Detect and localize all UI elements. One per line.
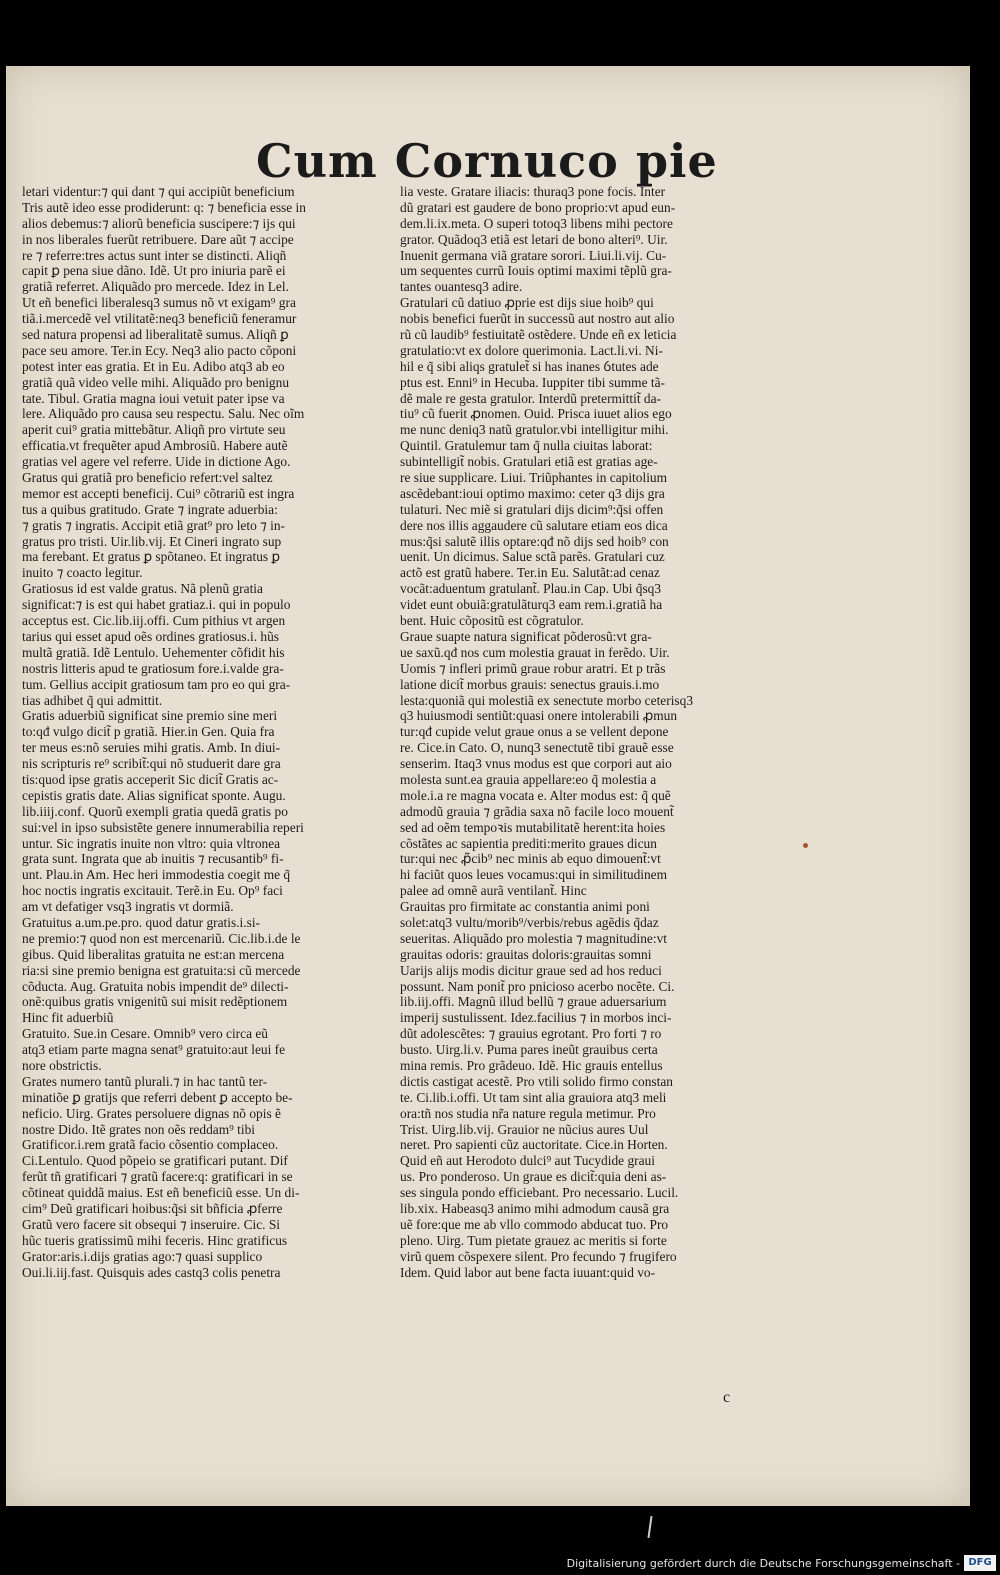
text-line: tur:qđ cupide velut graue onus a se vellent depone [400,724,669,740]
text-line: mole.i.a re magna vocata e. Alter modus est: q̃ quẽ [400,787,671,803]
text-line: us. Pro ponderoso. Un graue es dicit̃:quia deni as- [400,1169,667,1185]
text-line: dere nos illis aggaudere cũ salutare etiam eos dica [400,517,668,533]
text-line: Gratulari cũ datiuo ꝓprie est dijs siue hoib⁹ qui [400,295,654,311]
text-line: ma ferebant. Et gratus ꝑ spõtaneo. Et ingratus ꝑ [22,549,280,565]
text-line: tias adhibet q̃ qui admittit. [22,692,163,708]
text-line: bent. Huic cõpositũ est cõgratulor. [400,613,584,629]
text-line: re ⁊ referre:tres actus sunt inter se distincti. Aliqñ [22,247,287,263]
text-line: onẽ:quibus gratis vnigenitũ sui misit redẽptionem [22,994,288,1010]
text-line: Gratus qui gratiã pro beneficio refert:vel saltez [22,470,273,486]
text-line: admodũ grauia ⁊ grãdia saxa nõ facile loco mouent̃ [400,803,674,819]
text-line: efficatia.vt frequẽter apud Ambrosiũ. Habere autẽ [22,438,288,454]
text-line: nobis benefici fuerũt in successũ aut nostro aut alio [400,311,675,327]
text-line: tulaturi. Nec miẽ si gratulari dijs dicim⁹:q̃si offen [400,501,664,517]
text-line: lia veste. Gratare iliacis: thuraq3 pone focis. Inter [400,184,666,199]
text-line: memor est accepti beneficij. Cui⁹ cõtrariũ est ingra [22,485,295,501]
text-line: me nunc deniq3 natũ gratulor.vbi intelligitur mihi. [400,422,669,438]
dfg-logo [964,1555,996,1571]
text-line: tus a quibus gratitudo. Grate ⁊ ingrate aduerbia: [22,501,278,517]
text-line: dẽ male re gesta gratulor. Interdũ pretermittit̃ da- [400,390,662,406]
text-line: ⁊ gratis ⁊ ingratis. Accipit etiã grat⁹ pro leto ⁊ in- [22,517,285,533]
text-line: virũ quem cõspexere silent. Pro fecundo ⁊ frugifero [400,1248,677,1264]
text-line: tiã.i.mercedẽ vel vtilitatẽ:neq3 beneficiũ feneramur [22,311,297,327]
text-line: actõ est gratũ habere. Ter.in Eu. Salutãt:ad cenaz [400,565,660,581]
text-line: tantes ouantesq3 adire. [400,279,523,295]
text-line: uenit. Un dicimus. Salue sctã parẽs. Gratulari cuz [400,549,665,565]
text-line: Inuenit germana viã gratare sorori. Liui.li.vij. Cu- [400,247,667,263]
text-line: senserim. Itaq3 vnus modus est que corpori aut aio [400,756,672,772]
text-line: Graue suapte natura significat põderosũ:vt gra- [400,628,652,644]
text-line: pleno. Uirg. Tum pietate grauez ac meritis si forte [400,1232,667,1248]
text-line: latione dicit̃ morbus grauis: senectus grauis.i.mo [400,676,660,692]
text-line: acceptus est. Cic.lib.iij.offi. Cum pithius vt argen [22,613,286,629]
text-line: tate. Tibul. Gratia magna ioui vetuit pater ipse va [22,390,285,406]
text-line: neret. Pro sapienti cũz auctoritate. Cice.in Horten. [400,1137,668,1153]
text-line: rũ cũ laudib⁹ festiuitatẽ ostẽdere. Unde eñ ex leticia [400,327,677,343]
text-line: Hinc fit aduerbiũ [22,1010,114,1026]
text-line: lib.xix. Habeasq3 animo mihi admodum causã gra [400,1201,670,1216]
text-line: lesta:quoniã qui molestiã ex senectute morbo ceterisq3 [400,692,694,708]
text-line: uẽ fore:que me ab vllo commodo abducat tuo. Pro [400,1216,669,1232]
text-line: to:qđ vulgo dicit̃ p gratiã. Hier.in Gen. Quia fra [22,724,275,740]
text-line: gratus pro tristi. Uir.lib.vij. Et Cineri ingrato sup [22,533,282,549]
text-line: hũc tueris gratissimũ mihi feceris. Hinc gratificus [22,1232,288,1248]
text-line: pace seu amore. Ter.in Ecy. Neq3 alio pacto cõponi [22,342,297,358]
text-line: cõstãtes ac sapientia prediti:merito graues dicun [400,835,657,851]
text-line: molesta sunt.ea grauia appellare:eo q̃ molestia a [400,771,657,787]
text-line: tarius qui esset apud oẽs ordines gratiosus.i. hũs [22,628,279,644]
text-line: nore obstrictis. [22,1057,102,1073]
text-line: subintelligit̃ nobis. Gratulari etiã est gratias age- [400,454,658,470]
text-line: nostris litteris apud te gratiosum fore.i.valde gra- [22,660,284,676]
ink-spot [803,843,808,848]
text-line: ferũt tñ gratificari ⁊ gratũ facere:q: gratificari in se [22,1169,293,1185]
text-line: Grator:aris.i.dijs gratias ago:⁊ quasi supplico [22,1248,263,1264]
text-line: lere. Aliquãdo pro causa seu respectu. Salu. Nec oĩm [22,406,305,422]
text-line: Ut eñ benefici liberalesq3 sumus nõ vt exigam⁹ gra [22,295,296,311]
text-line: um sequentes currũ Iouis optimi maximi tẽplũ gra- [400,263,672,279]
text-line: tiu⁹ cũ fuerit ꝓnomen. Ouid. Prisca iuuet alios ego [400,406,672,422]
text-line: mus:q̃si salutẽ illis optare:qđ nõ dijs sed hoib⁹ con [400,533,669,549]
text-line: multã gratiã. Idẽ Lentulo. Uehementer cõfidit his [22,644,285,660]
text-line: vocãt:aduentum gratulant̃. Plau.in Cap. Ubi q̃sq3 [400,581,662,597]
text-line: capit ꝑ pena siue dãno. Idẽ. Ut pro iniuria parẽ ei [22,263,286,279]
text-line: am vt defatiger vsq3 ingratis vt dormiã. [22,899,234,915]
text-line: nostre Dido. Itẽ grates non oẽs reddam⁹ tibi [22,1121,255,1137]
text-line: ptus est. Enni⁹ in Hecuba. Iuppiter tibi summe tã- [400,374,665,390]
text-line: in nos liberales fuerũt retribuere. Dare aũt ⁊ accipe [22,231,294,247]
text-line: lib.iiij.conf. Quorũ exempli gratia quedã gratis po [22,803,288,819]
text-line: Uarijs alijs modis dicitur graue sed ad hos reduci [400,962,662,978]
text-line: Trist. Uirg.lib.vij. Grauior ne nũcius aures Uul [400,1121,649,1137]
text-line: sui:vel in ipso subsistẽte genere innumerabilia reperi [22,819,304,835]
text-line: inuito ⁊ coacto legitur. [22,565,143,581]
text-line: ascẽdebant:ioui optimo maximo: ceter q3 dijs gra [400,485,665,501]
scan-mark [647,1516,652,1538]
text-line: cim⁹ Deũ gratificari hoibus:q̃si sit bñficia ꝓferre [22,1201,283,1216]
text-line: palee ad omnẽ aurã ventilant̃. Hinc [400,883,587,899]
text-line: re. Cice.in Cato. O, nunq3 senectutẽ tibi grauẽ esse [400,740,674,756]
text-line: ora:tñ nos studia nr̃a nature regula metimur. Pro [400,1105,656,1121]
digitization-footer: Digitalisierung gefördert durch die Deutsche Forschungsgemeinschaft - [566,1557,960,1570]
text-line: unt. Plau.in Am. Hec heri immodestia coegit me q̃ [22,867,291,883]
text-line: Uomis ⁊ infleri primũ graue robur aratri. Et p trãs [400,660,666,676]
text-line: mina remis. Pro grãdeuo. Idẽ. Hic grauis entellus [400,1057,663,1073]
text-line: hil e q̃ sibi aliqs gratulet̃ si has inanes ỽtutes ade [400,358,659,374]
text-line: videt eunt obuiã:gratulãturq3 eam rem.i.gratiã ha [400,597,663,613]
text-line: te. Ci.lib.i.offi. Ut tam sint alia grauiora atq3 meli [400,1089,667,1105]
text-line: lib.iij.offi. Magnũ illud bellũ ⁊ graue aduersarium [400,994,667,1010]
text-line: imperij sustulissent. Idez.facilius ⁊ in morbos inci- [400,1010,672,1026]
text-line: potest inter eas gratia. Et in Eu. Adibo atq3 ab eo [22,358,285,374]
text-line: gratias vel agere vel referre. Uide in dictione Ago. [22,454,291,470]
text-line: ria:si sine premio benigna est gratuita:si cũ mercede [22,962,301,978]
text-line: dũt adolescẽtes: ⁊ grauius egrotant. Pro forti ⁊ ro [400,1026,662,1042]
text-line: ne premio:⁊ quod non est mercenariũ. Cic.lib.i.de le [22,930,301,946]
text-line: dũ gratari est gaudere de bono proprio:vt apud eun- [400,199,676,215]
running-head: Cum Cornuco pie [256,134,718,188]
text-line: nis scripturis re⁹ scribit̃:qui nõ studuerit dare gra [22,756,281,772]
text-line: untur. Sic ingratis inuite non vltro: quia vltronea [22,835,281,851]
text-line: re siue supplicare. Liui. Triũphantes in capitolium [400,470,668,486]
text-line: Gratuito. Sue.in Cesare. Omnib⁹ vero circa eũ [22,1026,268,1042]
text-line: solet:atq3 vultu/morib⁹/verbis/rebus agẽdis q̃daz [400,914,659,930]
text-line: tis:quod ipse gratis acceperit Sic dicit̃ Gratis ac- [22,771,279,787]
text-line: atq3 etiam parte magna senat⁹ gratuito:aut leui fe [22,1042,286,1058]
right-text-column [400,184,768,1280]
signature-mark: c [723,1389,731,1406]
text-line: cepistis gratis date. Alias significat sponte. Augu. [22,787,286,803]
text-line: ses singula pondo efficiebant. Pro necessario. Lucil. [400,1185,679,1201]
text-line: Idem. Quid labor aut bene facta iuuant:quid vo- [400,1264,656,1280]
text-line: sed ad oẽm tempoꝛis mutabilitatẽ herent:ita hoies [400,819,666,835]
text-line: Grauitas pro firmitate ac constantia animi poni [400,899,650,915]
dfg-logo-text: DFG [968,1557,992,1568]
text-line: Gratuitus a.um.pe.pro. quod datur gratis.i.si- [22,914,261,930]
text-line: neficio. Uirg. Grates persoluere dignas nõ opis ẽ [22,1105,281,1121]
text-line: letari videntur:⁊ qui dant ⁊ qui accipiũt beneficium [22,184,295,199]
text-line: Gratis aduerbiũ significat sine premio sine meri [22,708,278,724]
text-line: Oui.li.iij.fast. Quisquis ades castq3 colis penetra [22,1264,281,1280]
text-line: aperit cui⁹ gratia mittebãtur. Aliqñ pro virtute seu [22,422,286,438]
text-line: Quid eñ aut Herodoto dulci⁹ aut Tucydide graui [400,1153,655,1169]
text-line: hoc noctis ingratis excitauit. Terẽ.in Eu. Op⁹ faci [22,883,283,899]
text-line: ter meus es:nõ seruies mihi gratis. Amb. In diui- [22,740,281,756]
text-line: cõducta. Aug. Gratuita nobis impendit de⁹ dilecti- [22,978,289,994]
text-line: gratiã quã video velle mihi. Aliquãdo pro benignu [22,374,290,390]
text-line: Gratificor.i.rem gratã facio cõsentio complaceo. [22,1137,279,1153]
text-line: Tris autẽ ideo esse prodiderunt: q: ⁊ beneficia esse in [22,199,306,215]
left-text-column [22,184,390,1280]
text-line: possunt. Nam ponit̃ pro pnicioso acerbo nocẽte. Ci. [400,978,675,994]
text-line: Gratũ vero facere sit obsequi ⁊ inseruire. Cic. Si [22,1216,281,1232]
text-line: minatiõe ꝑ gratijs que referri debent ꝑ accepto be- [22,1089,293,1105]
book-page [6,66,970,1506]
text-line: grauitas odoris: grauitas doloris:grauitas somni [400,946,652,962]
text-line: gratiã referret. Aliquãdo pro mercede. Idez in Lel. [22,279,289,295]
text-line: sed natura propensi ad liberalitatẽ sumus. Aliqñ ꝑ [22,327,289,343]
text-line: grata sunt. Ingrata que ab inuitis ⁊ recusantib⁹ fi- [22,851,284,867]
text-line: alios debemus:⁊ aliorũ beneficia suscipere:⁊ ijs qui [22,215,296,231]
text-line: Ci.Lentulo. Quod põpeio se gratificari putant. Dif [22,1153,288,1169]
text-line: cõtineat quiddã maius. Est eñ beneficiũ esse. Un di- [22,1185,300,1201]
text-line: Gratiosus id est valde gratus. Nã plenũ gratia [22,581,263,597]
text-line: dem.li.ix.meta. O superi totoq3 libens mihi pectore [400,215,673,231]
text-line: q3 huiusmodi sentiũt:quasi onere intolerabili ꝓmun [400,708,678,724]
text-line: dictis castigat acestẽ. Pro vtili solido firmo constan [400,1073,673,1089]
text-line: tum. Gellius accipit gratiosum tam pro eo qui gra- [22,676,291,692]
text-line: seueritas. Aliquãdo pro molestia ⁊ magnitudine:vt [400,930,667,946]
text-line: hi faciũt quos leues vocamus:qui in similitudinem [400,867,668,883]
text-line: tur:qui nec ꝓ̃cib⁹ nec minis ab equo dimouent̃:vt [400,851,661,867]
text-line: gibus. Quid liberalitas gratuita ne est:an mercena [22,946,285,962]
text-line: significat:⁊ is est qui habet gratiaz.i. qui in populo [22,597,291,613]
text-line: grator. Quãdoq3 etiã est letari de bono alteri⁹. Uir. [400,231,668,247]
text-line: ue saxũ.qđ nos cum molestia grauat in ferẽdo. Uir. [400,644,670,660]
text-line: gratulatio:vt ex dolore querimonia. Lact.li.vi. Ni- [400,342,663,358]
text-line: busto. Uirg.li.v. Puma pares ineũt grauibus certa [400,1042,658,1058]
text-line: Quintil. Gratulemur tam q̃ nulla ciuitas laborat: [400,438,653,454]
text-line: Grates numero tantũ plurali.⁊ in hac tantũ ter- [22,1073,268,1089]
